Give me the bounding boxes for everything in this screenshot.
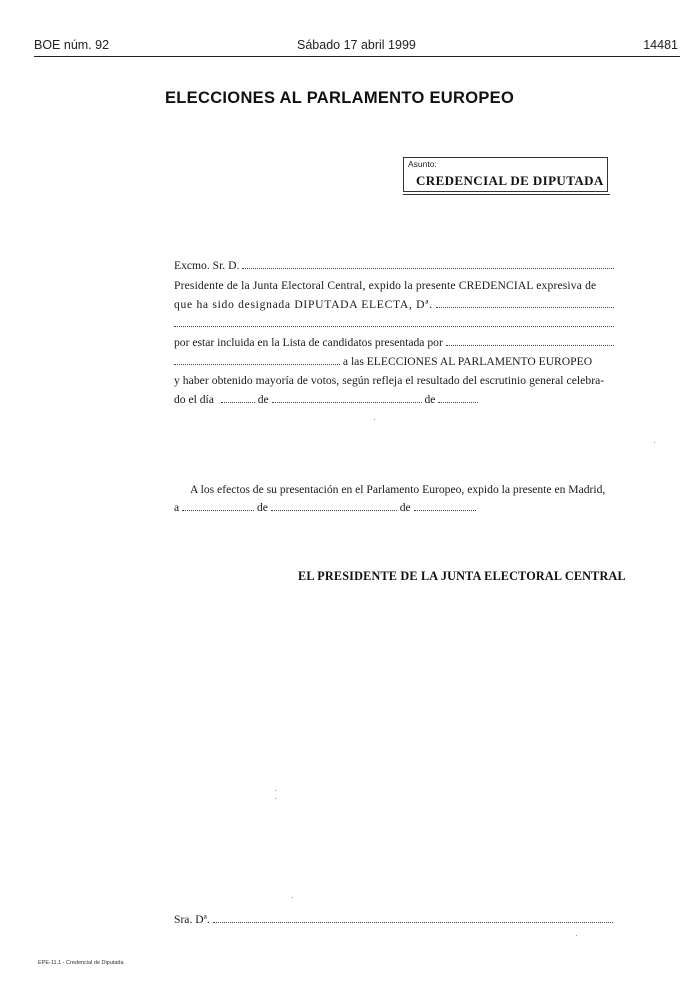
subject-value: CREDENCIAL DE DIPUTADA: [416, 173, 604, 188]
madrid-year-blank[interactable]: [414, 501, 476, 511]
document-title: ELECCIONES AL PARLAMENTO EUROPEO: [165, 89, 515, 107]
body-line-5: [174, 336, 614, 350]
madrid-day-blank[interactable]: [182, 501, 254, 511]
presentation-line-1: A los efectos de su presentación en el Parlamento Europeo, expido la presente en Madrid,: [190, 483, 606, 496]
form-code: EPE-11.1 - Credencial de Diputada: [38, 960, 124, 966]
candidate-list-blank-2[interactable]: [174, 355, 340, 365]
deputy-name-blank[interactable]: [436, 298, 614, 308]
of-text-3: de: [256, 501, 268, 514]
journal-issue: BOE núm. 92: [34, 38, 110, 52]
year-blank[interactable]: [438, 393, 478, 403]
body-line-6: [174, 355, 614, 369]
body-line-8: [174, 393, 614, 407]
a-text: a: [174, 501, 180, 514]
presentation-line-2: [174, 501, 614, 515]
publication-date: Sábado 17 abril 1999: [297, 38, 416, 52]
page-number: 14481: [643, 38, 678, 52]
madrid-month-blank[interactable]: [271, 501, 397, 511]
elections-text: a las ELECCIONES AL PARLAMENTO EUROPEO: [342, 355, 593, 368]
day-text: do el día: [174, 393, 214, 406]
signature-title: EL PRESIDENTE DE LA JUNTA ELECTORAL CENTRAL: [298, 569, 626, 583]
scan-speck: [576, 935, 577, 936]
of-text-2: de: [424, 393, 436, 406]
designated-text: que ha sido designada DIPUTADA ELECTA, Dª.: [174, 298, 433, 311]
scan-speck: [275, 790, 276, 791]
of-text-1: de: [257, 393, 269, 406]
salutation-line: [174, 259, 614, 273]
of-text-4: de: [399, 501, 411, 514]
scan-speck: [654, 442, 655, 443]
day-blank[interactable]: [221, 393, 255, 403]
month-blank[interactable]: [272, 393, 422, 403]
addressee-line: [174, 913, 614, 927]
list-text: por estar incluida en la Lista de candidatos presentada por: [174, 336, 443, 349]
body-line-4: [174, 317, 614, 331]
addressee-text: Sra. Dª.: [174, 913, 210, 926]
scan-speck: [292, 897, 293, 898]
subject-box: [403, 157, 608, 192]
addressee-blank[interactable]: [213, 913, 613, 923]
salutation-blank[interactable]: [242, 259, 614, 269]
candidate-list-blank[interactable]: [446, 336, 614, 346]
scan-speck: [275, 798, 276, 799]
scan-speck: [374, 419, 375, 420]
body-line-2: Presidente de la Junta Electoral Central, expido la presente CREDENCIAL expresiva de: [174, 279, 597, 292]
deputy-name-blank-2[interactable]: [174, 317, 614, 327]
header-rule: [34, 56, 680, 57]
subject-label: Asunto:: [408, 159, 437, 169]
salutation-text: Excmo. Sr. D.: [174, 259, 240, 272]
body-line-3: [174, 298, 614, 312]
body-line-7: y haber obtenido mayoría de votos, según refleja el resultado del escrutinio general celebra-: [174, 374, 605, 387]
